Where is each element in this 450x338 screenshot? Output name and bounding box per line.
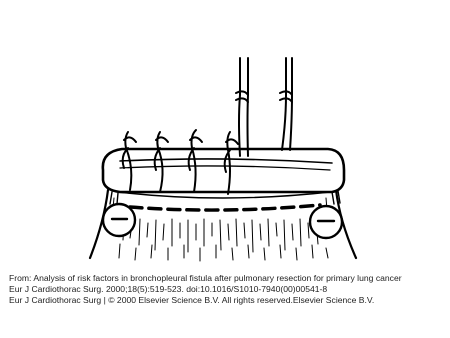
top-pledget [103,149,344,192]
right-pledget-roll [310,206,342,238]
caption-copyright-line: Eur J Cardiothorac Surg | © 2000 Elsevier Science B.V. All rights reserved.Elsevier Science B.V. [9,295,375,306]
staple-line [130,205,320,210]
caption-citation-line: Eur J Cardiothorac Surg. 2000;18(5):519-523. doi:10.1016/S1010-7940(00)00541-8 [9,284,328,295]
figure-caption [9,273,445,307]
caption-title-line: From: Analysis of risk factors in bronchopleural fistula after pulmonary resection for primary lung cancer [9,273,402,283]
bronchus-hatching [113,198,328,261]
left-pledget-roll [103,204,135,236]
